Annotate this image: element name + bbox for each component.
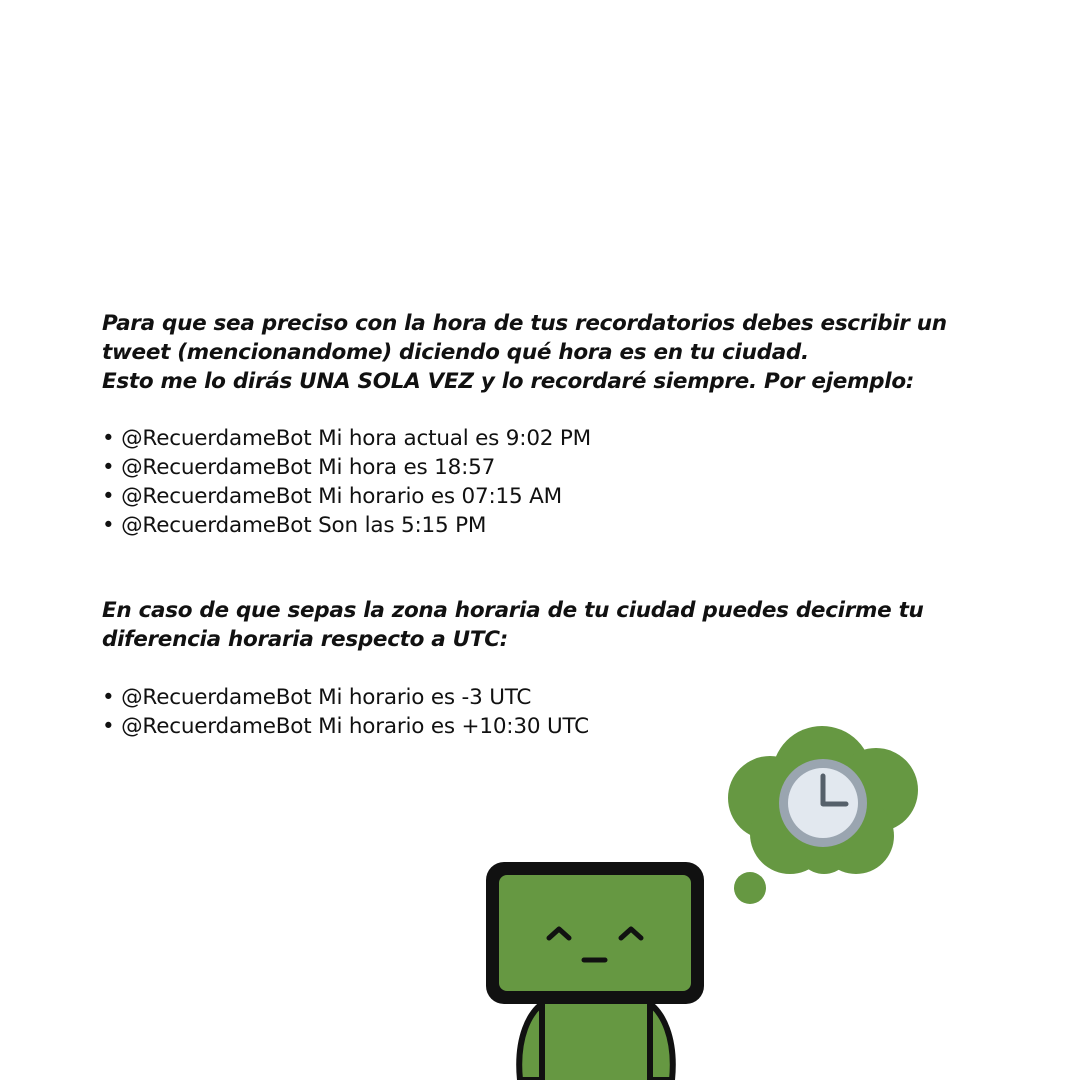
utc-note-line-1: En caso de que sepas la zona horaria de tu ciudad puedes decirme tu [102, 598, 924, 623]
intro-line-2: tweet (mencionandome) diciendo qué hora es en tu ciudad. [102, 340, 809, 365]
utc-example-2: • @RecuerdameBot Mi horario es +10:30 UTC [102, 714, 589, 739]
intro-line-3: Esto me lo dirás UNA SOLA VEZ y lo recordaré siempre. Por ejemplo: [102, 369, 915, 394]
utc-note-line-2: diferencia horaria respecto a UTC: [102, 627, 508, 652]
time-example-3: • @RecuerdameBot Mi horario es 07:15 AM [102, 484, 562, 509]
robot-mascot-icon [486, 862, 704, 1004]
time-example-2: • @RecuerdameBot Mi hora es 18:57 [102, 455, 496, 480]
time-example-4: • @RecuerdameBot Son las 5:15 PM [102, 513, 487, 538]
utc-example-1: • @RecuerdameBot Mi horario es -3 UTC [102, 685, 532, 710]
intro-line-1: Para que sea preciso con la hora de tus recordatorios debes escribir un [102, 311, 947, 336]
time-example-1: • @RecuerdameBot Mi hora actual es 9:02 PM [102, 426, 592, 451]
clock-icon [779, 759, 867, 847]
